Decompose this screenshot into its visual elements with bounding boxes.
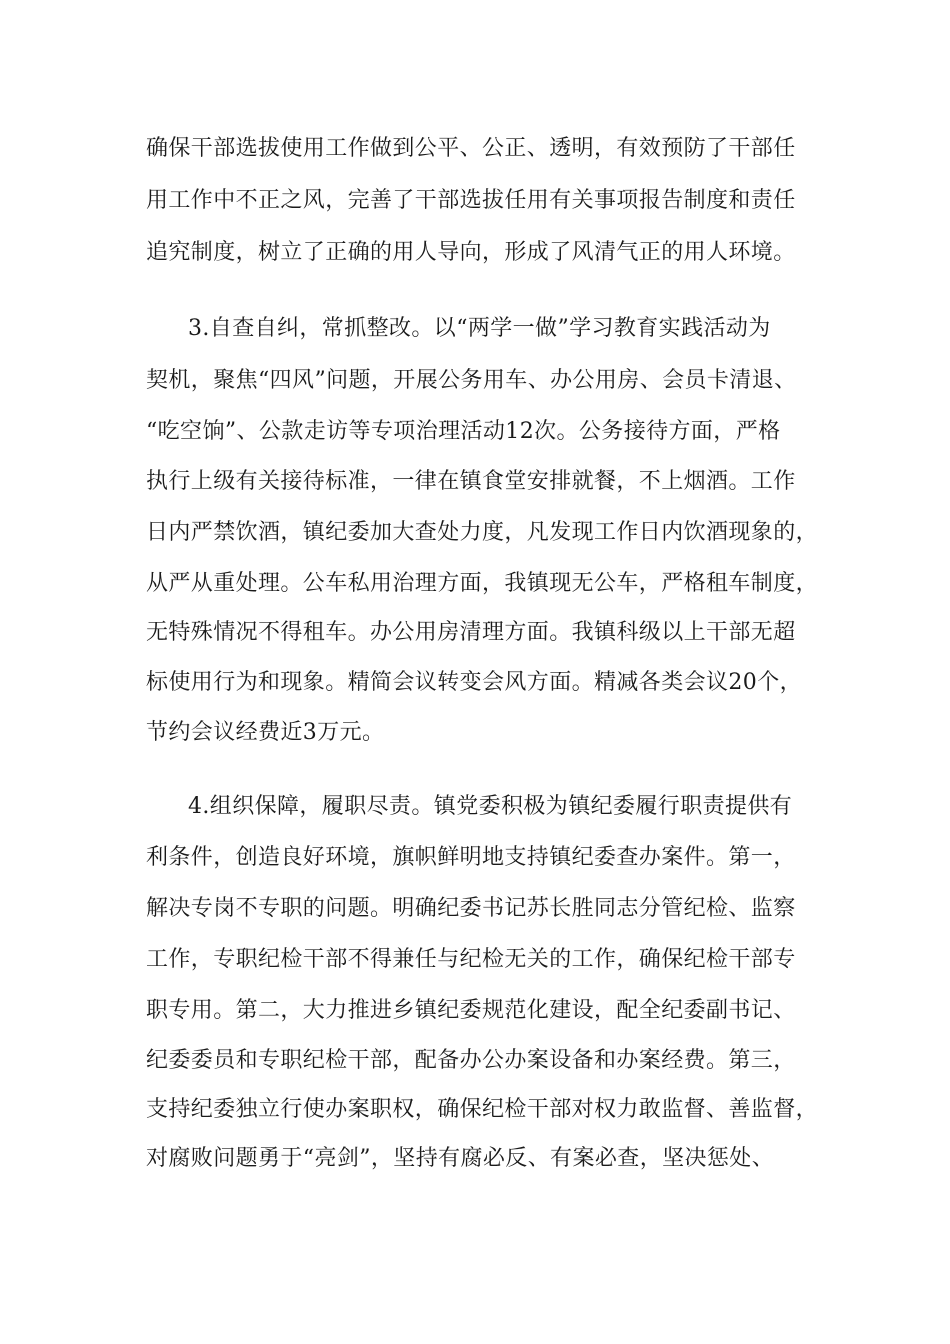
text-line: 契机，聚焦“四风”问题，开展公务用车、办公用房、会员卡清退、	[146, 368, 797, 393]
text-line: 对腐败问题勇于“亮剑”，坚持有腐必反、有案必查，坚决惩处、	[146, 1146, 775, 1171]
text-line: 无特殊情况不得租车。办公用房清理方面。我镇科级以上干部无超	[146, 620, 796, 645]
text-line: 标使用行为和现象。精简会议转变会风方面。精减各类会议20个，	[146, 670, 802, 695]
text-line: 用工作中不正之风，完善了干部选拔任用有关事项报告制度和责任	[146, 188, 796, 213]
text-line: 节约会议经费近3万元。	[146, 720, 385, 745]
text-line: 执行上级有关接待标准，一律在镇食堂安排就餐，不上烟酒。工作	[146, 469, 796, 494]
text-line: 纪委委员和专职纪检干部，配备办公办案设备和办案经费。第三，	[146, 1048, 796, 1073]
paragraph-first-line: 3.自查自纠，常抓整改。以“两学一做”学习教育实践活动为	[188, 316, 771, 341]
text-line: 利条件，创造良好环境，旗帜鲜明地支持镇纪委查办案件。第一，	[146, 845, 796, 870]
text-line: 工作，专职纪检干部不得兼任与纪检无关的工作，确保纪检干部专	[146, 947, 796, 972]
text-line: 支持纪委独立行使办案职权，确保纪检干部对权力敢监督、善监督，	[146, 1097, 819, 1122]
paragraph-first-line: 4.组织保障，履职尽责。镇党委积极为镇纪委履行职责提供有	[188, 794, 793, 819]
text-line: 从严从重处理。公车私用治理方面，我镇现无公车，严格租车制度，	[146, 571, 819, 596]
text-line: 追究制度，树立了正确的用人导向，形成了风清气正的用人环境。	[146, 240, 796, 265]
text-line: 职专用。第二，大力推进乡镇纪委规范化建设，配全纪委副书记、	[146, 998, 796, 1023]
text-line: “吃空饷”、公款走访等专项治理活动12次。公务接待方面，严格	[146, 419, 781, 444]
text-line: 解决专岗不专职的问题。明确纪委书记苏长胜同志分管纪检、监察	[146, 896, 796, 921]
text-line: 日内严禁饮酒，镇纪委加大查处力度，凡发现工作日内饮酒现象的，	[146, 520, 819, 545]
text-line: 确保干部选拔使用工作做到公平、公正、透明，有效预防了干部任	[146, 136, 796, 161]
